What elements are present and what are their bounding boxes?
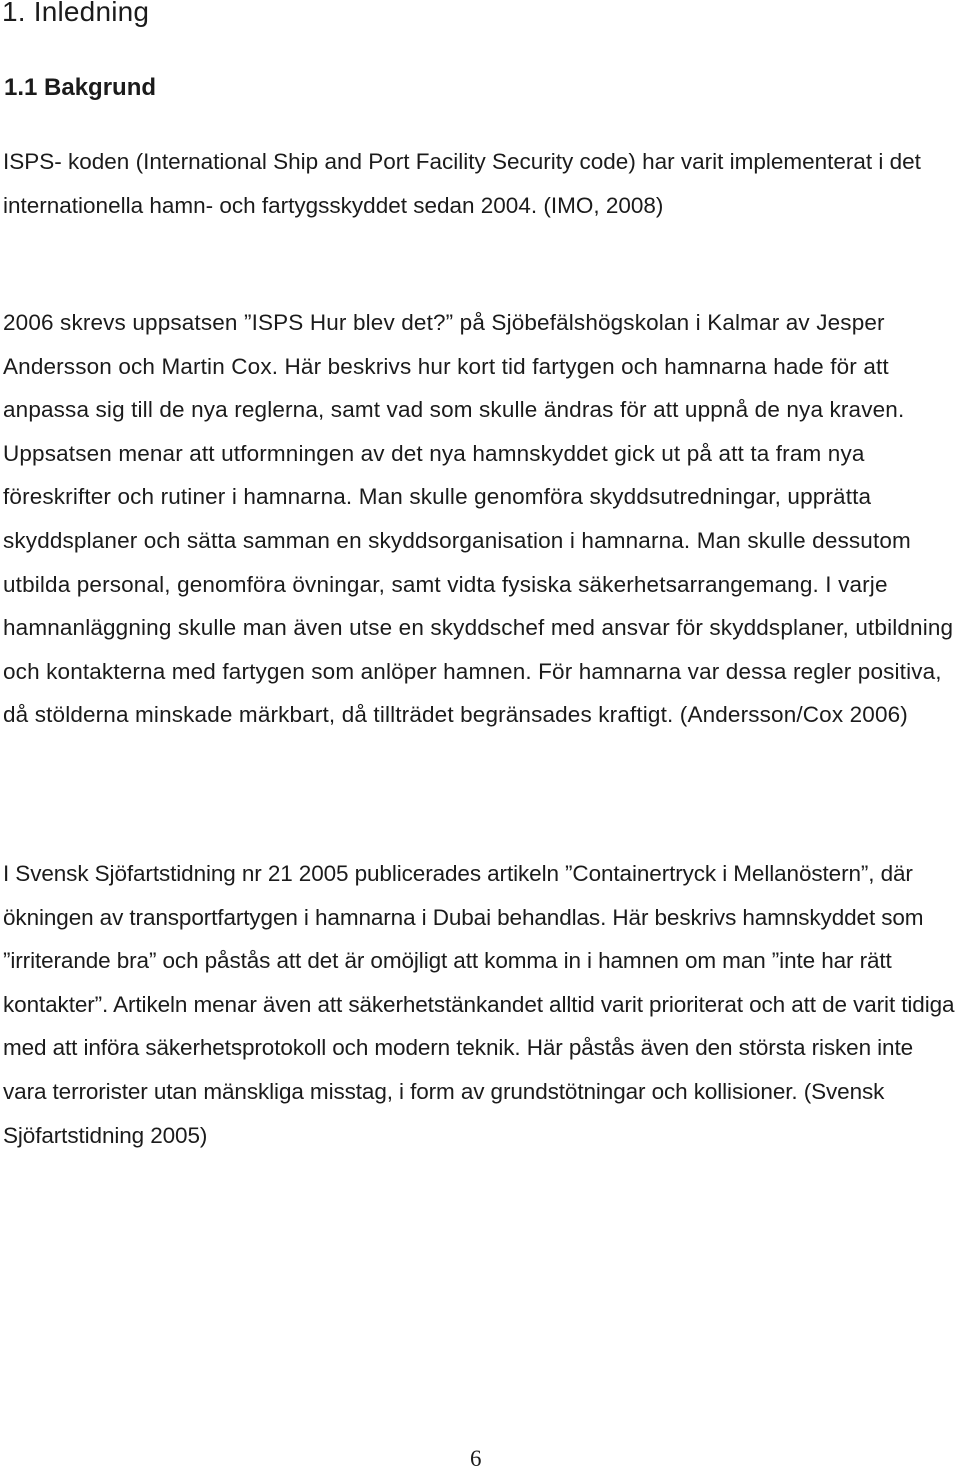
section-heading: 1.1 Bakgrund bbox=[4, 74, 157, 101]
paragraph-sjofartstidning: I Svensk Sjöfartstidning nr 21 2005 publicerades artikeln ”Containertryck i Mellanöstern”, där ökningen av transportfartygen i hamnarna i Dubai behandlas. Här beskrivs hamnskyddet som ”irriterande bra” och påstås att det är omöjligt att komma in i hamnen om man ”inte har rätt kontakter”. Artikeln menar även att säkerhetstänkandet alltid varit prioriterat och att de varit tidiga med att införa säkerhetsprotokoll och modern teknik. Här påstås även den största risken inte vara terrorister utan mänskliga misstag, i form av grundstötningar och kollisioner. (Svensk Sjöfartstidning 2005) bbox=[3, 861, 955, 1148]
chapter-heading: 1. Inledning bbox=[2, 0, 150, 27]
paragraph-uppsats-2006: 2006 skrevs uppsatsen ”ISPS Hur blev det?” på Sjöbefälshögskolan i Kalmar av Jesper Andersson och Martin Cox. Här beskrivs hur kort tid fartygen och hamnarna hade för att anpassa sig till de nya reglerna, samt vad som skulle ändras för att uppnå de nya kraven. Uppsatsen menar att utformningen av det nya hamnskyddet gick ut på att ta fram nya föreskrifter och rutiner i hamnarna. Man skulle genomföra skyddsutredningar, upprätta skyddsplaner och sätta samman en skyddsorganisation i hamnarna. Man skulle dessutom utbilda personal, genomföra övningar, samt vidta fysiska säkerhetsarrangemang. I varje hamnanläggning skulle man även utse en skyddschef med ansvar för skyddsplaner, utbildning och kontakterna med fartygen som anlöper hamnen. För hamnarna var dessa regler positiva, då stölderna minskade märkbart, då tillträdet begränsades kraftigt. (Andersson/Cox 2006) bbox=[3, 310, 954, 728]
page-number: 6 bbox=[470, 1446, 482, 1471]
paragraph-isps-intro: ISPS- koden (International Ship and Port Facility Security code) har varit implementerat i det internationella hamn- och fartygsskyddet sedan 2004. (IMO, 2008) bbox=[3, 149, 921, 218]
